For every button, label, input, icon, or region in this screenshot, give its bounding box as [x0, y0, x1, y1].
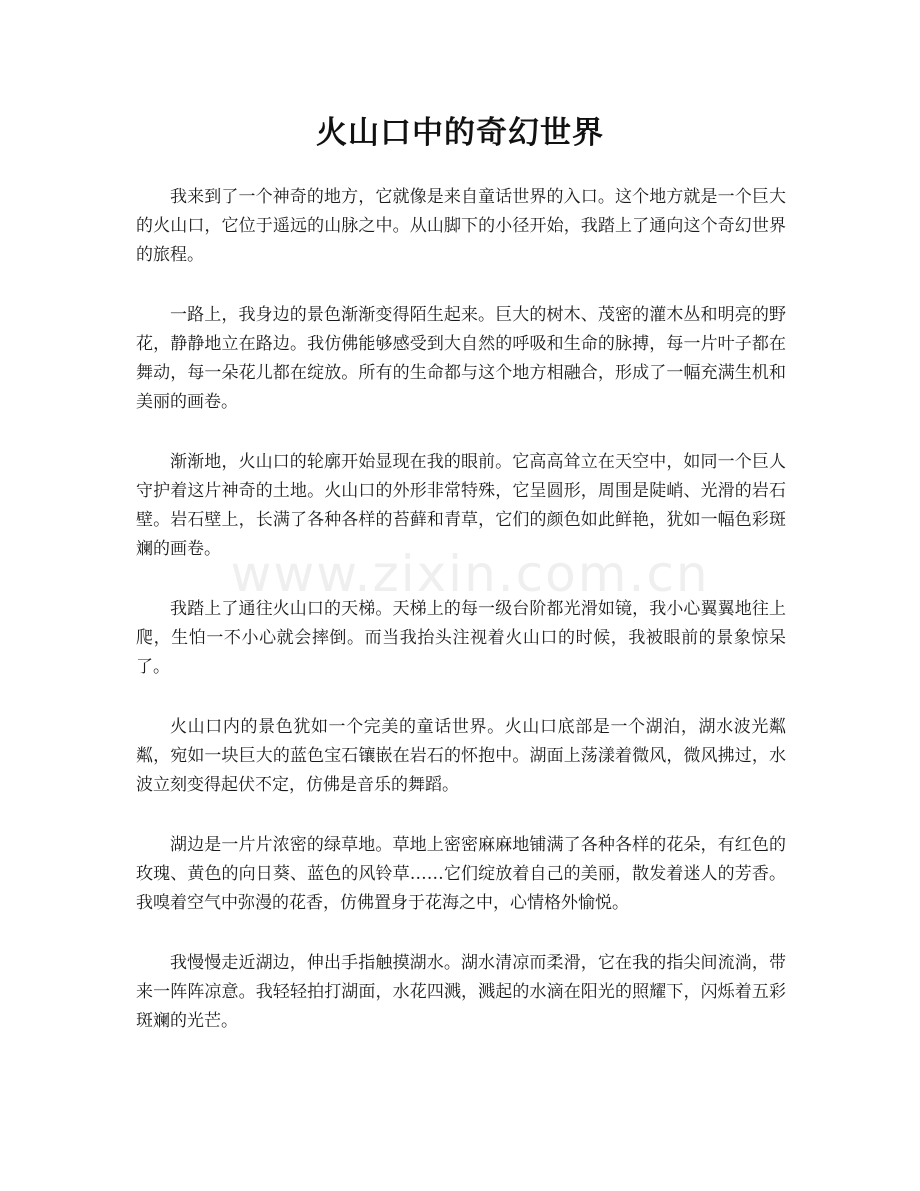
paragraph-4: 我踏上了通往火山口的天梯。天梯上的每一级台阶都光滑如镜，我小心翼翼地往上爬，生怕一不小心就会摔倒。而当我抬头注视着火山口的时候，我被眼前的景象惊呆了。	[136, 599, 786, 677]
paragraph-7: 我慢慢走近湖边，伸出手指触摸湖水。湖水清凉而柔滑，它在我的指尖间流淌，带来一阵阵凉意。我轻轻拍打湖面，水花四溅，溅起的水滴在阳光的照耀下，闪烁着五彩斑斓的光芒。	[136, 953, 786, 1031]
watermark: www.zixin.com.cn	[230, 545, 710, 603]
paragraph-5: 火山口内的景色犹如一个完美的童话世界。火山口底部是一个湖泊，湖水波光粼粼，宛如一块巨大的蓝色宝石镶嵌在岩石的怀抱中。湖面上荡漾着微风，微风拂过，水波立刻变得起伏不定，仿佛是音乐的舞蹈。	[136, 717, 786, 795]
paragraph-1: 我来到了一个神奇的地方，它就像是来自童话世界的入口。这个地方就是一个巨大的火山口，它位于遥远的山脉之中。从山脚下的小径开始，我踏上了通向这个奇幻世界的旅程。	[136, 187, 786, 265]
document-title: 火山口中的奇幻世界	[316, 115, 604, 151]
paragraph-2: 一路上，我身边的景色渐渐变得陌生起来。巨大的树木、茂密的灌木丛和明亮的野花，静静地立在路边。我仿佛能够感受到大自然的呼吸和生命的脉搏，每一片叶子都在舞动，每一朵花儿都在绽放。所有的生命都与这个地方相融合，形成了一幅充满生机和美丽的画卷。	[136, 305, 786, 412]
paragraph-3: 渐渐地，火山口的轮廓开始显现在我的眼前。它高高耸立在天空中，如同一个巨人守护着这片神奇的土地。火山口的外形非常特殊，它呈圆形，周围是陡峭、光滑的岩石壁。岩石壁上，长满了各种各样的苔藓和青草，它们的颜色如此鲜艳，犹如一幅色彩斑斓的画卷。	[136, 452, 786, 559]
paragraph-6: 湖边是一片片浓密的绿草地。草地上密密麻麻地铺满了各种各样的花朵，有红色的玫瑰、黄色的向日葵、蓝色的风铃草……它们绽放着自己的美丽，散发着迷人的芳香。我嗅着空气中弥漫的花香，仿佛置身于花海之中，心情格外愉悦。	[136, 835, 786, 913]
document-body	[136, 183, 786, 1067]
